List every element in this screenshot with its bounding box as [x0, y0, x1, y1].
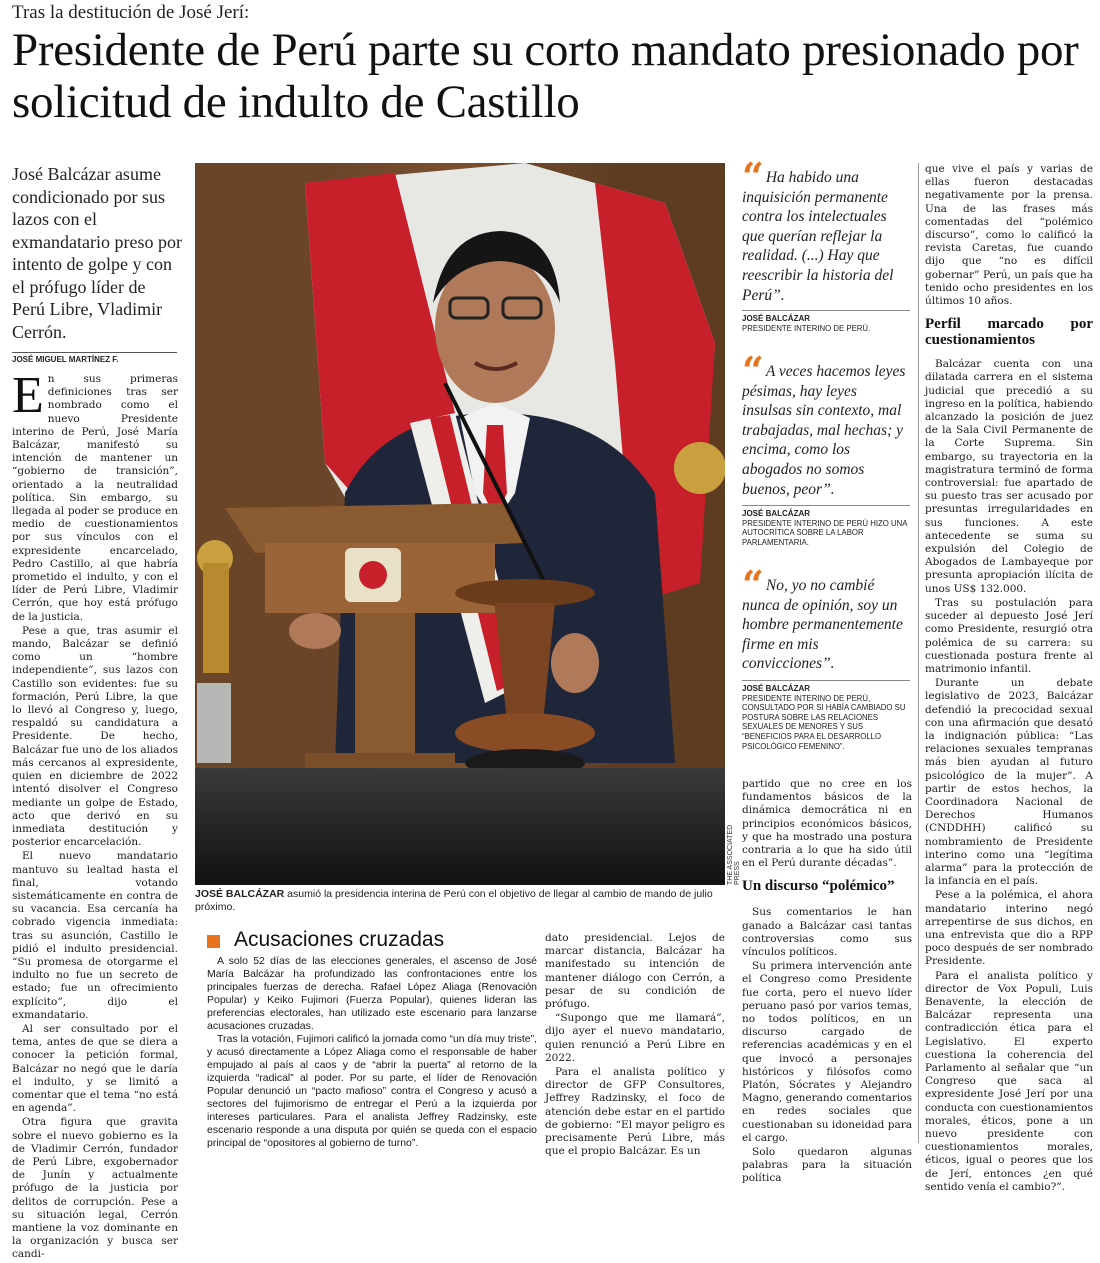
pull-quote: “ No, yo no cambié nunca de opinión, soy un hombre permanentemente firme en mis convicciones”.: [742, 562, 903, 673]
main-photo: [195, 163, 725, 885]
paragraph: Para el analista político y director de GFP Consultores, Jeffrey Radzinsky, el foco de atención debe estar en el partido de gobierno: “El mayor peligro es precisamente Perú Libre, más que el propio Balcázar. Es un: [545, 1066, 725, 1158]
byline: JOSÉ MIGUEL MARTÍNEZ F.: [12, 352, 177, 364]
pull-quote: “ Ha habido una inquisición permanente contra los intelectuales que querían reflejar la realidad. (...) Hay que reescribir la historia del Perú”.: [742, 154, 894, 304]
section-marker-icon: [207, 935, 220, 948]
quote-block-1: [742, 154, 910, 333]
headline: Presidente de Perú parte su corto mandato presionado por solicitud de indulto de Castillo: [12, 24, 1079, 128]
paragraph: A solo 52 días de las elecciones generales, el ascenso de José María Balcázar ha profundizado las confrontaciones entre los principales fuerzas de derecha. Rafael López Aliaga (Renovación Popular) y Keiko Fujimori (Fuerza Popular), quienes lideran las preferencias electorales, han utilizado este escenario para lanzarse acusaciones cruzadas.: [207, 955, 537, 1032]
quote-mark-icon: “: [742, 348, 764, 393]
subhead-perfil: Perfil marcado por cuestionamientos: [925, 316, 1093, 349]
paragraph: Para el analista político y director de Vox Populi, Luis Benavente, la elección de Balcázar representa una contradicción ética para el Legislativo. El experto cuestiona la coherencia del Parlamento al señalar que “un Congreso que saca al expresidente José Jerí por una conducta con cuestionamientos morales, éticos, pone a un nuevo presidente con cuestionamientos morales, éticos, igual o peores que los de Jerí, entonces ¿en qué sentido venía el cambio?”.: [925, 969, 1093, 1193]
kicker: Tras la destitución de José Jerí:: [12, 2, 250, 23]
paragraph: En sus primeras definiciones tras ser nombrado como el nuevo Presidente interino de Perú, José María Balcázar, manifestó su intención de mantener un “gobierno de transición”, orientado a la neutralidad política. Sin embargo, su llegada al poder se produce en medio de cuestionamientos por sus vínculos con el expresidente encarcelado, Pedro Castillo, al que habría prometido el indulto, y con el líder de Perú Libre, Vladimir Cerrón, que hoy está prófugo de la justicia.: [12, 367, 178, 623]
drop-cap: E: [12, 367, 44, 424]
quote-attribution: JOSÉ BALCÁZAR PRESIDENTE INTERINO DE PERÚ.: [742, 310, 910, 333]
paragraph: partido que no cree en los fundamentos básicos de la dinámica democrática ni en principios económicos básicos, y que ha mostrado una postura contraria a lo que ha sido útil en el Perú durante décadas”.: [742, 778, 912, 870]
paragraph: Al ser consultado por el tema, antes de que se diera a conocer la petición formal, Balcázar no negó que le daría el indulto, y se limitó a comentar que el tema “no está en agenda”.: [12, 1022, 178, 1115]
paragraph: Tras la votación, Fujimori calificó la jornada como “un día muy triste”, y acusó directamente a López Aliaga como el responsable de haber empujado al país al caos y de “abrir la puerta” al retorno de la izquierda “radical” al poder. Por su parte, el líder de Renovación Popular denunció un “pacto mafioso” contra el Congreso y acusó a sectores del fujimorismo de entregar el Perú a la izquierda por intereses particulares. Para el analista Jeffrey Radzinsky, este escenario responde a una disputa por quién se queda con el espacio principal de “opositores al gobierno de turno”.: [207, 1033, 537, 1149]
paragraph: El nuevo mandatario mantuvo su lealtad hasta el final, votando sistemáticamente en contra de su vacancia. Esa cercanía ha cobrado vigencia inmediata: tras su asunción, Castillo le pidió el indulto presidencial. “Su promesa de otorgarme el indulto no fue un secreto de estado; fue un ofrecimiento explícito”, dijo el exmandatario.: [12, 850, 178, 1021]
paragraph: Su primera intervención ante el Congreso como Presidente fue corta, pero el nuevo líder peruano pasó por varios temas, no todos políticos, en un discurso cargado de referencias académicas y en el que invocó a personajes históricos y filósofos como Platón, Sócrates y Alejandro Magno, generando comentarios en redes sociales que cuestionaban su idoneidad para el cargo.: [742, 960, 912, 1144]
quote-attribution: JOSÉ BALCÁZAR PRESIDENTE INTERINO DE PERÚ, CONSULTADO POR SI HABÍA CAMBIADO SU POSTURA SOBRE LAS RELACIONES SEXUALES DE MENORES Y SUS “BENEFICIOS PARA EL DESARROLLO PSICOLÓGICO FEMENINO”.: [742, 680, 910, 751]
paragraph: Pese a que, tras asumir el mando, Balcázar se definió como un “hombre independiente”, sus lazos con Castillo son evidentes: fue su formación, Perú Libre, la que lo llevó al Congreso y, luego, respaldó su candidatura a Presidente. De hecho, Balcázar fue uno de los aliados más cercanos al expresidente, quien en diciembre de 2022 intentó disolver el Congreso mediante un golpe de Estado, acto que derivó en su inmediata destitución y posterior encarcelación.: [12, 624, 178, 849]
paragraph: Balcázar cuenta con una dilatada carrera en el sistema judicial que precedió a su ingreso en la política, habiendo alcanzado la posición de juez de la Sala Civil Permanente de la Corte Suprema. Sin embargo, su trayectoria en la magistratura terminó de forma controversial: fue apartado de su puesto tras ser acusado por presuntas irregularidades en sus funciones. A este antecedente se suma su expulsión del Colegio de Abogados de Lambayeque por presunta apropiación ilícita de unos US$ 132.000.: [925, 358, 1093, 595]
paragraph: Tras su postulación para suceder al depuesto José Jerí como Presidente, resurgió otra polémica de su carrera: su cuestionada postura frente al matrimonio infantil.: [925, 596, 1093, 675]
paragraph: Sus comentarios le han ganado a Balcázar casi tantas controversias como sus vínculos políticos.: [742, 906, 912, 959]
body-column-4: [925, 163, 1093, 1195]
paragraph: Pese a la polémica, el ahora mandatario interino negó arrepentirse de sus dichos, en una entrevista que dio a RPP poco después de ser nombrado Presidente.: [925, 889, 1093, 968]
president-at-podium-image: [195, 163, 725, 885]
paragraph: “Supongo que me llamará”, dijo ayer el nuevo mandatario, quien renunció a Perú Libre en 2022.: [545, 1012, 725, 1064]
pull-quote: “ A veces hacemos leyes pésimas, hay leyes insulsas sin contexto, mal trabajadas, mal hechas; y encima, como los abogados no somos buenos, peor”.: [742, 348, 906, 498]
quote-mark-icon: “: [742, 562, 764, 607]
deck: José Balcázar asume condicionado por sus lazos con el exmandatario preso por intento de golpe y con el prófugo líder de Perú Libre, Vladimir Cerrón.: [12, 164, 182, 342]
section-title: Acusaciones cruzadas: [234, 928, 445, 951]
quote-block-3: [742, 562, 910, 751]
paragraph: Solo quedaron algunas palabras para la situación política: [742, 1146, 912, 1185]
photo-credit: THE ASSOCIATED PRESS: [727, 824, 741, 885]
paragraph: que vive el país y varias de ellas fueron destacadas negativamente por la prensa. Una de las frases más comentadas del “polémico discurso”, como lo calificó la revista Caretas, fue cuando dijo que “no es difícil gobernar” Perú, un país que ha tenido ocho presidentes en los últimos 10 años.: [925, 163, 1093, 308]
body-column-3: [742, 778, 912, 1187]
paragraph: dato presidencial. Lejos de marcar distancia, Balcázar ha manifestado su intención de mantener diálogo con Cerrón, a pesar de su condición de prófugo.: [545, 932, 725, 1011]
quote-mark-icon: “: [742, 154, 764, 199]
column-divider: [918, 163, 919, 1143]
subhead-discurso: Un discurso “polémico”: [742, 878, 895, 895]
photo-caption: JOSÉ BALCÁZAR asumió la presidencia interina de Perú con el objetivo de llegar al cambio de mando de julio próximo.: [195, 888, 713, 913]
body-column-1: [12, 367, 178, 1263]
paragraph: Durante un debate legislativo de 2023, Balcázar defendió la precocidad sexual con una afirmación que desató la indignación pública: “Las relaciones sexuales tempranas más bien ayudan al futuro psicológico de la mujer”. A partir de estos hechos, la Coordinadora Nacional de Derechos Humanos (CNDDHH) calificó su nombramiento de Presidente interino como una “legítima alarma” para la protección de la infancia en el país.: [925, 677, 1093, 888]
quote-block-2: [742, 348, 910, 548]
body-column-2c: [545, 932, 725, 1159]
body-column-2b: [207, 955, 537, 1150]
quote-attribution: JOSÉ BALCÁZAR PRESIDENTE INTERINO DE PERÚ HIZO UNA AUTOCRÍTICA SOBRE LA LABOR PARLAMENTARIA.: [742, 505, 910, 547]
paragraph: Otra figura que gravita sobre el nuevo gobierno es la de Vladimir Cerrón, fundador de Perú Libre, exgobernador de Junín y actualmente prófugo de la justicia por delitos de corrupción. Pese a su situación legal, Cerrón mantiene la voz dominante en la organización y busca ser candi-: [12, 1116, 178, 1261]
